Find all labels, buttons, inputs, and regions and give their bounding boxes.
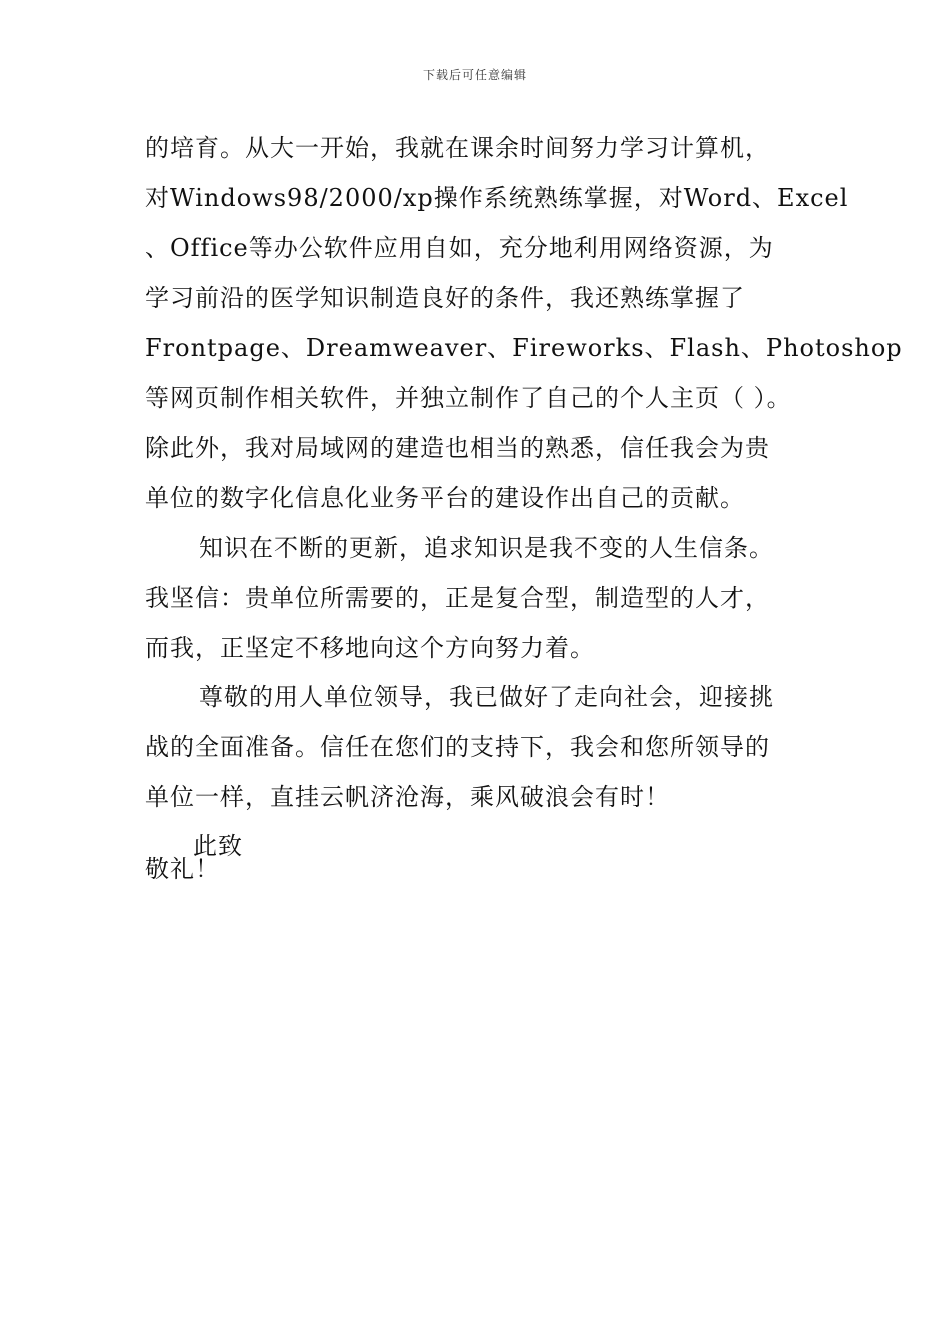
paragraph3-line1: 尊敬的用人单位领导，我已做好了走向社会，迎接挑	[199, 683, 774, 711]
paragraph2-line3: 而我，正坚定不移地向这个方向努力着。	[145, 634, 595, 662]
paragraph2-line1: 知识在不断的更新，追求知识是我不变的人生信条。	[199, 534, 774, 562]
paragraph3-line2: 战的全面准备。信任在您们的支持下，我会和您所领导的	[145, 733, 770, 761]
paragraph1-line2: 对Windows98/2000/xp操作系统熟练掌握，对Word、Excel	[145, 184, 849, 212]
paragraph1-line6: 等网页制作相关软件，并独立制作了自己的个人主页（ ）。	[145, 384, 792, 412]
paragraph1-line8: 单位的数字化信息化业务平台的建设作出自己的贡献。	[145, 484, 745, 512]
paragraph1-line4: 学习前沿的医学知识制造良好的条件，我还熟练掌握了	[145, 284, 745, 312]
header-note: 下载后可任意编辑	[422, 68, 527, 82]
closing-line1: 此致	[193, 832, 243, 860]
paragraph2-line2: 我坚信：贵单位所需要的，正是复合型，制造型的人才，	[145, 584, 770, 612]
paragraph1-line7: 除此外，我对局域网的建造也相当的熟悉，信任我会为贵	[145, 434, 770, 462]
closing-line2: 敬礼！	[145, 855, 220, 883]
paragraph3-line3: 单位一样，直挂云帆济沧海，乘风破浪会有时！	[145, 783, 670, 811]
paragraph1-line1: 的培育。从大一开始，我就在课余时间努力学习计算机，	[145, 134, 770, 162]
paragraph1-line5: Frontpage、Dreamweaver、Fireworks、Flash、Photoshop	[145, 334, 903, 362]
paragraph1-line3: 、Office等办公软件应用自如，充分地利用网络资源，为	[145, 234, 774, 262]
